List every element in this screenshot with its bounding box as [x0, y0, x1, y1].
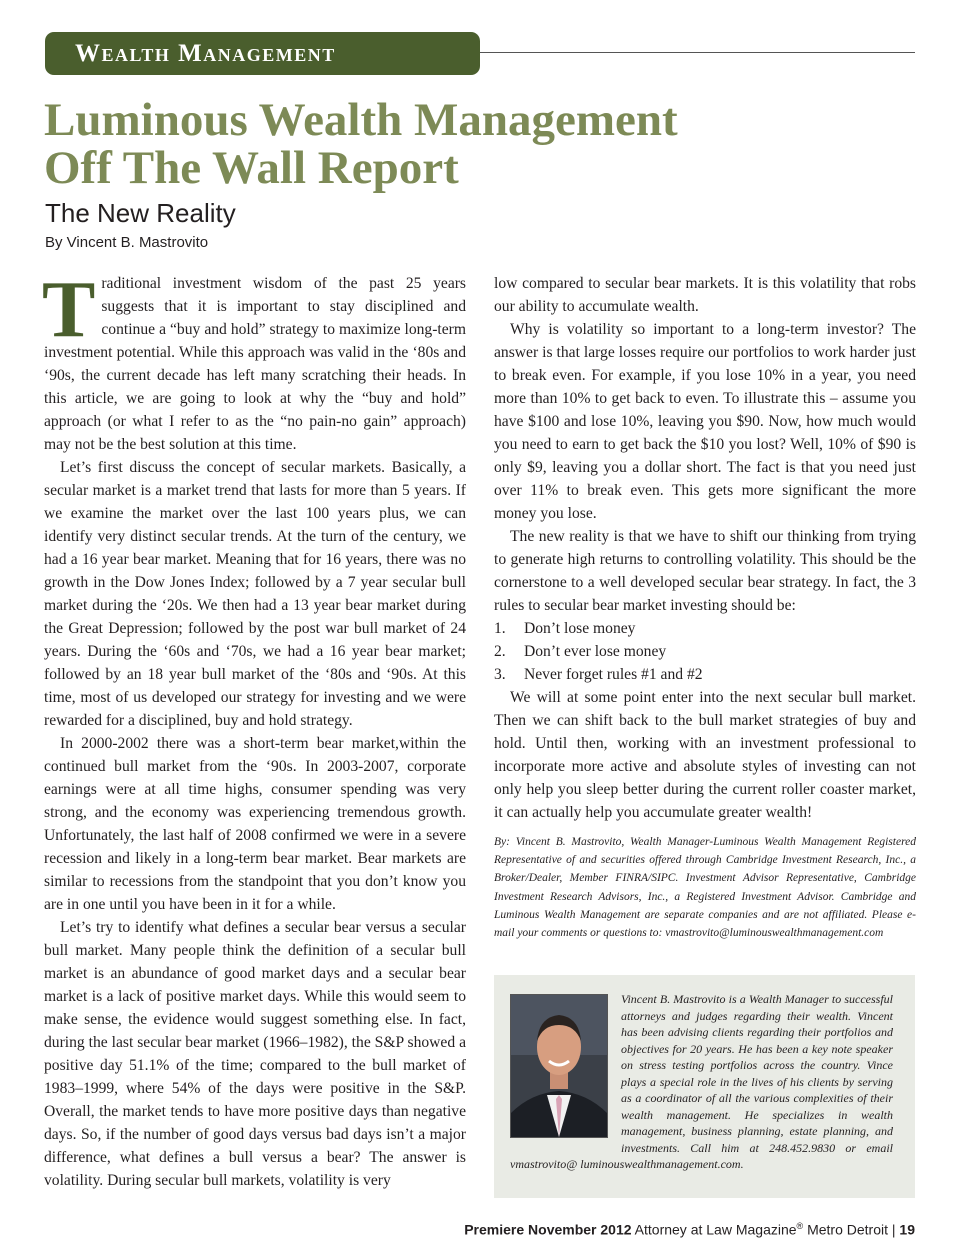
- paragraph: Let’s first discuss the concept of secular markets. Basically, a secular market is a market trend that lasts for more than 5 years. If we examine the market over the last 100 years plus, we can identify very distinct secular trends. At the turn of the century, we had a 16 year bear market. Meaning that for 16 years, there was no growth in the Dow Jones Index; followed by a 7 year secular bull market during the ‘20s. We then had a 13 year bear market during the Great Depression; followed by the post war bull market of 24 years. During the ‘60s and ‘70s, we had a 16 year bear market; followed by an 18 year bull market of the ‘80s and ‘90s. At this time, most of us developed our strategy for investing and we were rewarded for a disciplined, buy and hold strategy.: [44, 459, 466, 729]
- title-line-2: Off The Wall Report: [44, 142, 459, 194]
- list-number: 2.: [494, 643, 506, 660]
- bio-text-wrapper: [510, 991, 893, 1173]
- list-item: [494, 617, 916, 640]
- article-subtitle: The New Reality: [45, 198, 236, 228]
- list-number: 1.: [494, 620, 506, 637]
- paragraph: low compared to secular bear markets. It is this volatility that robs our ability to accumulate wealth.: [494, 275, 916, 315]
- author-bio-box: [494, 975, 915, 1198]
- article-title: [44, 96, 744, 192]
- list-text: Don’t lose money: [524, 620, 636, 637]
- paragraph: [42, 266, 466, 456]
- author-disclaimer: By: Vincent B. Mastrovito, Wealth Manager-Luminous Wealth Management Registered Representative of and securities offered through Cambridge Investment Research, Inc., a Broker/Dealer, Member FINRA/SIPC. Investment Advisor Representative, Cambridge Investment Research Advisors, Inc., a Registered Investment Advisor. Cambridge and Luminous Wealth Management are separate companies and are not affiliated. Please e-mail your comments or questions to: vmastrovito@luminouswealthmanagement.com: [494, 836, 916, 940]
- title-line-1: Luminous Wealth Management: [44, 94, 678, 146]
- rules-list: [494, 617, 916, 686]
- footer-separator: |: [891, 1221, 896, 1238]
- paragraph: In 2000-2002 there was a short-term bear market,within the continued bull market from the ‘90s. In 2003-2007, corporate earnings were at all time highs, consumer spending was very strong, and the economy was experiencing tremendous growth. Unfortunately, the last half of 2008 confirmed we were in a severe recession and likely in a long-term bear market. Bear markets are similar to recessions from the standpoint that you don’t know you are in one until you have been in it for a while.: [44, 735, 466, 913]
- footer-magazine: Attorney at Law Magazine: [634, 1221, 797, 1238]
- section-tab: [45, 32, 480, 75]
- list-text: Never forget rules #1 and #2: [524, 666, 703, 683]
- bio-text: Vincent B. Mastrovito is a Wealth Manager to successful attorneys and judges regarding their wealth. Vincent has been advising clients regarding their portfolios and objectives for 20 years. He has been a key note speaker on stress testing portfolios across the country. Vince plays a special role in the lives of his clients by serving as a coordinator of all the various complexities of their wealth management. He specializes in wealth management, business planning, estate planning, and investments. Call him at 248.452.9830 or email vmastrovito@ luminouswealthmanagement.com.: [510, 992, 893, 1171]
- left-column: [42, 266, 466, 1192]
- top-rule: [480, 52, 915, 53]
- section-label: Wealth Management: [75, 40, 336, 67]
- list-item: [494, 663, 916, 686]
- photo-spacer: [510, 991, 621, 1151]
- paragraph: Why is volatility so important to a long-term investor? The answer is that large losses require our portfolios to work harder just to break even. For example, if you lose 10% in a year, you need more than 10% to get back to even. To illustrate this – assume you have $100 and lose 10%, leaving you $90. Now, how much would you need to earn to get back the $10 you lost? Well, 10% of $90 is only $9, leaving you a dollar short. The fact is that you need just over 11% to break even. This gets more significant the more money you lose.: [494, 321, 916, 522]
- list-number: 3.: [494, 666, 506, 683]
- footer-region: Metro Detroit: [807, 1221, 888, 1238]
- footer-issue: Premiere November 2012: [464, 1221, 632, 1238]
- paragraph: The new reality is that we have to shift our thinking from trying to generate high returns to controlling volatility. This should be the cornerstone to a well developed secular bear strategy. In fact, the 3 rules to secular bear market investing should be:: [494, 528, 916, 614]
- page-footer: [464, 1221, 915, 1238]
- page-number: 19: [899, 1221, 915, 1238]
- paragraph-text: raditional investment wisdom of the past 25 years suggests that it is important to stay disciplined and continue a “buy and hold” strategy to maximize long-term investment potential. While this approach was valid in the ‘80s and ‘90s, the current decade has left many scratching their heads. In this article, we are going to look at why the “buy and hold” approach (or what I refer to as the “no pain-no gain” approach) may not be the best solution at this time.: [44, 275, 466, 453]
- list-item: [494, 640, 916, 663]
- right-column: [494, 272, 916, 824]
- paragraph: Let’s try to identify what defines a secular bear versus a secular bull market. Many people think the definition of a secular bull market is an abundance of good market days and a secular bear market is a lack of positive market days. While this would seem to make sense, the evidence would suggest something else. In fact, during the last secular bear market (1966–1982), the S&P showed a positive day 51.1% of the time; compared to the bull market of 1983–1999, where 54% of the days were positive in the S&P. Overall, the market tends to have more positive days than negative days. So, if the number of good days versus bad days isn’t a major difference, what defines a bull versus a bear? The answer is volatility. During secular bull markets, volatility is very: [44, 919, 466, 1189]
- list-text: Don’t ever lose money: [524, 643, 667, 660]
- paragraph: We will at some point enter into the next secular bull market. Then we can shift back to the bull market strategies of buy and hold. Until then, working with an investment professional to incorporate more active and absolute styles of investing can not only help you sleep better during the current roller coaster market, it can actually help you accumulate greater wealth!: [494, 689, 916, 821]
- byline: By Vincent B. Mastrovito: [45, 234, 209, 251]
- footer-registered-mark: ®: [796, 1221, 804, 1231]
- drop-cap: T: [42, 266, 96, 354]
